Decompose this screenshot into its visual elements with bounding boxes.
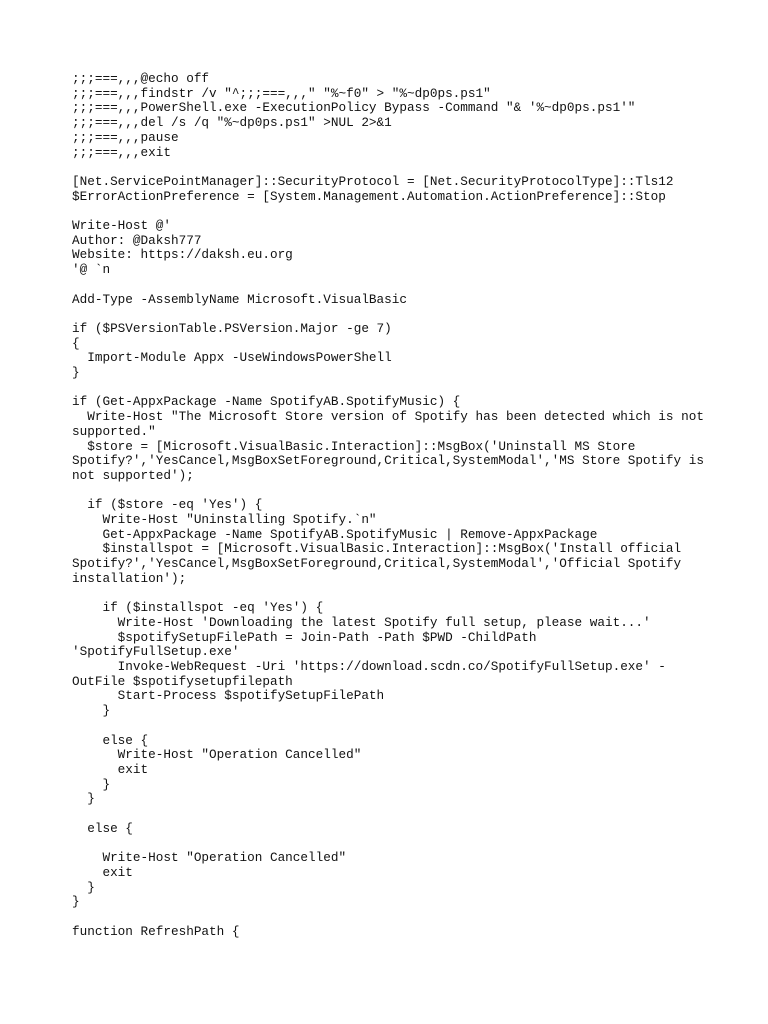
code-line: Spotify?','YesCancel,MsgBoxSetForeground,Critical,SystemModal','Official Spotify [72, 556, 682, 572]
code-line: exit [72, 864, 133, 880]
code-line: '@ `n [72, 262, 111, 278]
code-line: else { [72, 820, 133, 836]
code-line [72, 719, 696, 734]
code-line: not supported'); [72, 467, 194, 483]
code-line: exit [72, 761, 149, 777]
code-line [72, 836, 696, 851]
code-line: Spotify?','YesCancel,MsgBoxSetForeground,Critical,SystemModal','MS Store Spotify is [72, 453, 704, 469]
code-line: Get-AppxPackage -Name SpotifyAB.SpotifyMusic | Remove-AppxPackage [72, 526, 598, 542]
code-line: Author: @Daksh777 [72, 232, 202, 248]
code-line: $store = [Microsoft.VisualBasic.Interaction]::MsgBox('Uninstall MS Store [72, 438, 636, 454]
code-line: Start-Process $spotifySetupFilePath [72, 688, 385, 704]
code-line: } [72, 365, 80, 380]
code-line [72, 160, 696, 175]
code-line: ;;;===,,,PowerShell.exe -ExecutionPolicy Bypass -Command "& '%~dp0ps.ps1'" [72, 100, 636, 116]
code-line: Write-Host @' [72, 218, 171, 233]
code-line: } [72, 791, 95, 807]
code-line: else { [72, 732, 149, 748]
code-line: ;;;===,,,@echo off [72, 71, 210, 86]
code-line: $spotifySetupFilePath = Join-Path -Path $PWD -ChildPath [72, 629, 537, 645]
code-line: Write-Host "Operation Cancelled" [72, 850, 347, 866]
code-block [72, 71, 704, 939]
code-line: ;;;===,,,findstr /v "^;;;===,,," "%~f0" > "%~dp0ps.ps1" [72, 85, 491, 101]
code-line: if ($store -eq 'Yes') { [72, 497, 263, 513]
code-line: } [72, 894, 80, 910]
code-line: [Net.ServicePointManager]::SecurityProtocol = [Net.SecurityProtocolType]::Tls12 [72, 173, 674, 189]
code-line [72, 587, 696, 602]
code-line: if (Get-AppxPackage -Name SpotifyAB.SpotifyMusic) { [72, 394, 461, 410]
code-line [72, 910, 696, 925]
code-line: 'SpotifyFullSetup.exe' [72, 644, 240, 660]
code-line: Write-Host "The Microsoft Store version of Spotify has been detected which is not [72, 409, 704, 425]
code-line: Import-Module Appx -UseWindowsPowerShell [72, 350, 392, 366]
code-line: ;;;===,,,pause [72, 129, 179, 145]
code-line: } [72, 879, 95, 895]
code-line: { [72, 335, 80, 351]
code-line: } [72, 703, 111, 719]
code-line: $ErrorActionPreference = [System.Management.Automation.ActionPreference]::Stop [72, 188, 666, 204]
code-line: Add-Type -AssemblyName Microsoft.VisualBasic [72, 291, 408, 307]
code-line: OutFile $spotifysetupfilepath [72, 673, 293, 689]
code-line: ;;;===,,,exit [72, 144, 171, 160]
code-line: function RefreshPath { [72, 923, 240, 939]
code-line [72, 278, 696, 293]
code-line: Invoke-WebRequest -Uri 'https://download.scdn.co/SpotifyFullSetup.exe' - [72, 659, 666, 675]
code-line: installation'); [72, 570, 187, 586]
code-line: ;;;===,,,del /s /q "%~dp0ps.ps1" >NUL 2>&1 [72, 115, 392, 131]
code-line [72, 307, 696, 322]
code-line: Write-Host 'Downloading the latest Spotify full setup, please wait...' [72, 614, 651, 630]
code-line: Website: https://daksh.eu.org [72, 247, 293, 263]
code-line: supported." [72, 423, 156, 439]
code-line [72, 204, 696, 219]
code-line [72, 484, 696, 499]
code-line [72, 807, 696, 822]
code-line: } [72, 776, 111, 792]
code-line: if ($PSVersionTable.PSVersion.Major -ge 7) [72, 320, 392, 336]
code-line [72, 381, 696, 396]
code-line: Write-Host "Uninstalling Spotify.`n" [72, 512, 377, 527]
code-line: if ($installspot -eq 'Yes') { [72, 600, 324, 616]
code-line: $installspot = [Microsoft.VisualBasic.Interaction]::MsgBox('Install official [72, 541, 682, 557]
code-line: Write-Host "Operation Cancelled" [72, 747, 362, 763]
